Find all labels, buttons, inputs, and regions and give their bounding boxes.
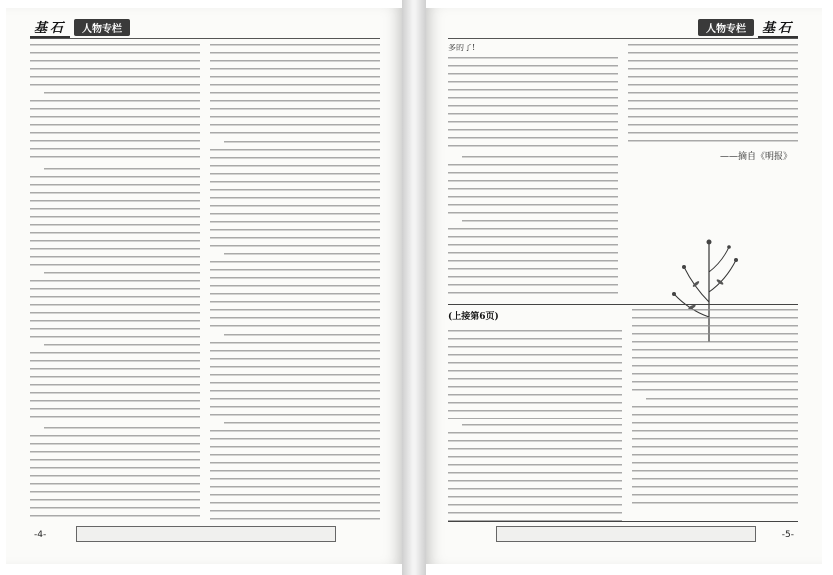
left-page-header	[30, 18, 134, 36]
text-block	[448, 156, 618, 215]
text-block	[210, 253, 380, 329]
text-block	[30, 168, 200, 266]
continuation-section	[448, 304, 798, 522]
page-number: -5-	[781, 530, 794, 540]
text-block	[30, 344, 200, 423]
continuation-title: (上接第6页)	[448, 312, 499, 322]
opening-text: 多的了!	[448, 44, 476, 52]
source-note: ——摘自《明报》	[719, 152, 792, 162]
text-block	[30, 92, 200, 163]
text-block	[448, 57, 618, 151]
right-column-1	[448, 44, 618, 294]
continuation-column-1	[448, 309, 622, 521]
column-tag: 人物专栏	[698, 19, 754, 36]
text-block	[632, 309, 798, 393]
right-page-header	[694, 18, 798, 36]
text-block	[30, 427, 200, 522]
left-page	[6, 8, 402, 564]
text-block	[448, 220, 618, 294]
text-block	[448, 330, 622, 419]
book-gutter	[402, 0, 426, 575]
text-block	[628, 44, 798, 144]
header-rule	[448, 38, 798, 39]
text-block	[210, 44, 380, 136]
left-page-body	[30, 44, 380, 522]
footer-quote-strip	[496, 526, 756, 542]
text-block	[210, 141, 380, 249]
header-rule	[30, 38, 380, 39]
text-block	[448, 424, 622, 521]
left-column-2	[210, 44, 380, 522]
text-block	[30, 44, 200, 87]
right-page	[426, 8, 822, 564]
left-column-1	[30, 44, 200, 522]
text-block	[210, 334, 380, 418]
text-block	[30, 272, 200, 339]
page-number: -4-	[34, 530, 47, 540]
continuation-column-2	[632, 309, 798, 521]
magazine-logo: 基石	[758, 17, 798, 38]
text-block	[632, 398, 798, 510]
text-block	[210, 422, 380, 522]
illustration-space	[628, 167, 798, 227]
column-tag: 人物专栏	[74, 19, 130, 36]
footer-quote-strip	[76, 526, 336, 542]
magazine-logo: 基石	[30, 17, 70, 38]
